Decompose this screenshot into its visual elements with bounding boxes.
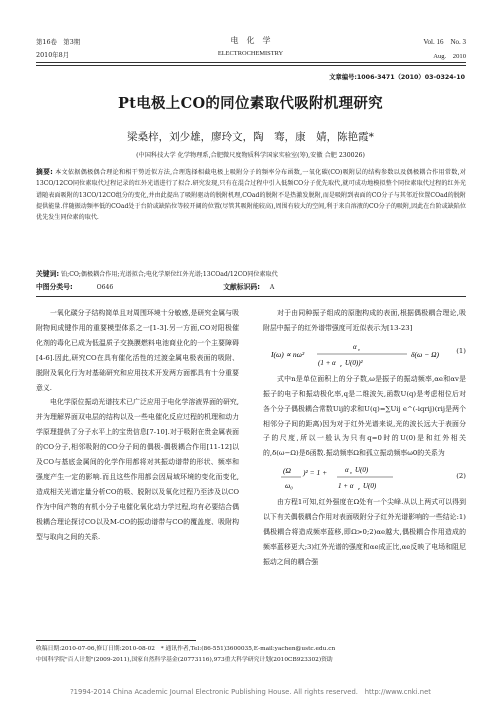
header-rule-top: [36, 62, 466, 63]
svg-text:e: e: [340, 362, 342, 368]
svg-text:e: e: [358, 486, 360, 492]
clc-label: 中图分类号:: [36, 283, 73, 291]
svg-text:U(0))²: U(0))²: [345, 358, 363, 367]
body-right-column: [263, 306, 466, 570]
header-volume-en: Vol. 16 No. 3: [423, 38, 466, 46]
doc-code-value: A: [269, 284, 275, 291]
equation-2-number: (2): [456, 472, 466, 481]
paper-affiliation: (中国科技大学 化学物理系,合肥微尺度物质科学国家实验室(筹),安徽 合肥 230026): [136, 152, 365, 159]
abstract-rule: [36, 296, 466, 297]
svg-text:(1 + α: (1 + α: [318, 358, 336, 367]
equation-2-graphic: [281, 461, 441, 495]
svg-text:α: α: [353, 342, 357, 351]
copyright-watermark: ?1994-2014 China Academic Journal Electronic Publishing House. All rights reserved. http://www.cnki.net: [70, 688, 431, 696]
svg-text:U(0): U(0): [363, 482, 377, 491]
footnote-received: 收稿日期:2010-07-06,修订日期:2010-08-02 * 通讯作者,Tel:(86-551)3600035,E-mail:yachen@ustc.edu.cn: [36, 646, 336, 652]
equation-1-graphic: [271, 336, 456, 372]
keywords-label: 关键词:: [36, 270, 60, 278]
article-id: 文章编号:1006-3471（2010）03-0324-10: [329, 74, 465, 81]
footnote-funding: 中国科学院"百人计划"(2009-2011),国家自然科学基金(20773116),973重大科学研究计划(2010CB923302)资助: [36, 657, 333, 663]
clc-value: O646: [96, 284, 114, 291]
header-journal-en: ELECTROCHEMISTRY: [217, 50, 284, 57]
footnote-rule: [36, 640, 196, 641]
keywords-block: [36, 269, 466, 280]
equation-1-number: (1): [456, 346, 466, 355]
header-rule-thin: [36, 65, 466, 66]
equation-1: [263, 336, 466, 372]
body-left-column: [36, 306, 239, 545]
abstract-block: [36, 167, 466, 223]
doc-code-label: 文献标识码:: [223, 283, 260, 291]
equation-2: [263, 461, 466, 495]
header-volume-cn: 第16卷 第3期: [36, 38, 81, 46]
paper-authors: 梁桑梓，刘少雄，廖玲文，陶 骞，康 婧，陈艳霞*: [127, 131, 374, 143]
svg-text:(Ω: (Ω: [283, 466, 291, 476]
body-paragraph: 由方程1可知,红外强度在Ω处有一个尖峰.从以上两式可以得到以下有关偶极耦合作用对表面吸附分子红外光谱影响的一些结论:1)偶极耦合将造成频率蓝移,即Ω>0;2)αe越大,偶极耦合作用造成的频率蓝移更大;3)红外光谱的强度和αe成正比,αe反映了电场和阻尼振动之间的耦合强: [263, 498, 466, 566]
svg-text:α: α: [345, 466, 349, 475]
classification-block: [36, 281, 466, 291]
header-journal-cn: 电 化 学: [230, 36, 271, 45]
svg-text:v: v: [358, 346, 360, 352]
svg-text:)² = 1 +: )² = 1 +: [303, 468, 328, 478]
body-paragraph: 对于由同种振子组成的原胞构成的表面,根据偶极耦合理论,吸附层中振子的红外谱带强度可近似表示为[13-23]: [263, 309, 466, 332]
svg-text:ω₀: ω₀: [285, 481, 293, 491]
header-date-cn: 2010年8月: [36, 51, 70, 59]
svg-text:U(0): U(0): [355, 466, 369, 475]
svg-text:δ(ω − Ω): δ(ω − Ω): [411, 349, 440, 359]
header-date-en: Aug. 2010: [433, 53, 466, 60]
svg-text:1 + α: 1 + α: [338, 482, 354, 491]
body-paragraph: 电化学原位振动光谱技术已广泛应用于电化学溶液界面的研究,并为理解界面双电层的结构以及一些电催化反应过程的机理和动力学原理提供了分子水平上的宝贵信息[7-10].对于吸附在贵金属表面的CO分子,相邻吸附的CO分子间的偶极-偶极耦合作用[11-12]以及CO与基底金属间的化学作用都将对其振动谱带的形状、频率和强度产生一定的影响.而且这些作用都会因局域环境的变化而变化,造成相关光谱定量分析CO的吸、脱附以及氧化过程乃至涉及以CO作为中间产物的有机小分子电催化氧化动力学过程,均有必要结合偶极耦合理论探讨CO以及M-CO的振动谱带与CO的覆盖度、吸附构型与取向之间的关系.: [36, 398, 239, 541]
svg-text:I(ω) ∝ nω²: I(ω) ∝ nω²: [271, 349, 305, 359]
svg-text:v: v: [350, 470, 352, 476]
body-paragraph: 一氧化碳分子结构简单且对周围环境十分敏感,是研究金属与吸附物间成键作用的重要模型体系之一[1-3].另一方面,CO对阳极催化剂的毒化已成为低温质子交换膜燃料电池商业化的一个主要障碍[4-6].因此,研究CO在具有催化活性的过渡金属电极表面的吸附、脱附及氧化行为对基础研究和应用技术开发两方面都具有十分重要意义.: [36, 309, 239, 392]
keywords-text: 铂;CO;偶极耦合作用;光谱拟合;电化学原位红外光谱;13COad/12CO同位素取代: [61, 271, 278, 278]
abstract-label: 摘要:: [36, 168, 53, 176]
body-paragraph: 式中n是单位面积上的分子数,ω是振子的振动频率,αe和αv是振子的电子和振动极化率,q是二维波矢,函数U(q)是考虑相位后对各个分子偶极耦合常数Uij的求和U(q)=∑Uij e^(-iqrij)(rij是两个相邻分子间的距离)因为对于红外光谱来说,光的波长远大于表面分子的尺度,所以一般认为只有q=0时的U(0)是和红外相关的,δ(ω−Ω)是δ函数.振动频率Ω和孤立振动频率ω0的关系为: [263, 374, 466, 458]
abstract-text: 本文依据偶极偶合理论和相干势近似方法,合理选择相截电极上吸附分子的频率分布函数,一氧化碳(CO)吸附层的结构参数以及偶极耦合作用常数,对13CO/12CO同位素取代过程记录的红外光谱进行了拟合.研究发现,只有在混合过程中引入低频CO分子优先取代,就可成功地模拟整个同位素取代过程的红外光谱随表面吸附的13CO/12CO组分的变化,并由此提出了吸附驱动的脱附机理,COad的脱附不是热激发脱附,而是吸附到表面的CO分子与其邻近位置COad的脱附提供能量.伴随振动频率低的COad处于台阶或缺陷位等较开阔的位置(尽管其吸附能较高),周围有较大的空间,利于来自溶液的CO分子的吸附,因此在台阶或缺陷位优先发生同位素的取代.: [36, 169, 466, 222]
paper-title: Pt电极上CO的同位素取代吸附机理研究: [118, 95, 383, 112]
